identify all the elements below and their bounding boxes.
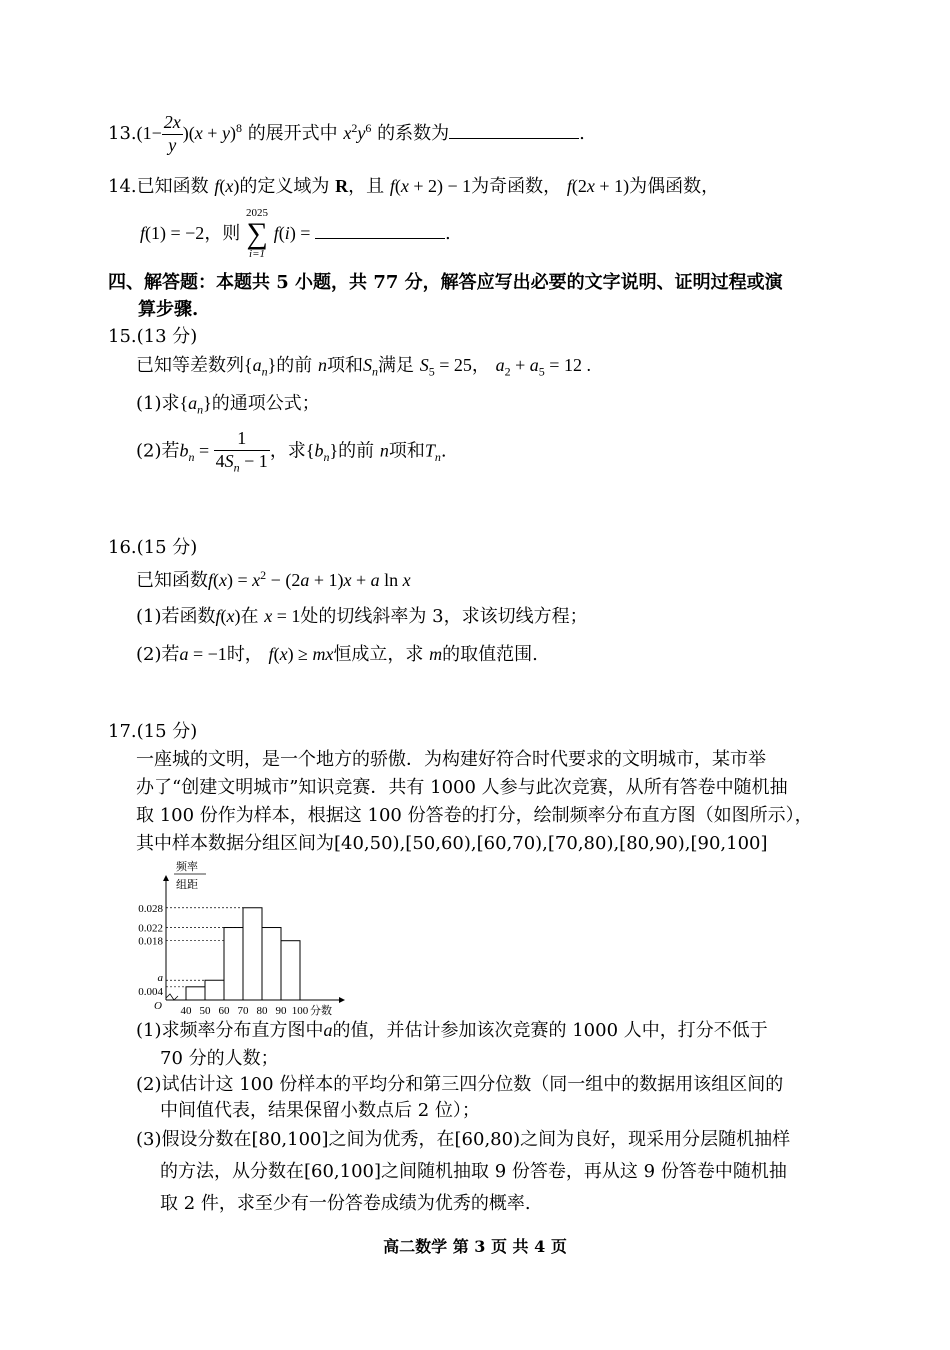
q17-part-1: (1)求频率分布直方图中a的值，并估计参加该次竞赛的 1000 人中，打分不低于	[136, 1020, 768, 1041]
y-tick-label: a	[157, 972, 163, 985]
x-tick-label: 60	[218, 1005, 230, 1017]
q17-part-3: (3)假设分数在[80,100]之间为优秀，在[60,80)之间为良好，现采用分层随机抽样	[136, 1129, 791, 1150]
q17-part-2: (2)试估计这 100 份样本的平均分和第三四分位数（同一组中的数据用该组区间的	[136, 1074, 784, 1095]
x-tick-label: 50	[199, 1005, 211, 1017]
histogram-bar	[281, 941, 300, 1000]
q17-part-3-cont-2: 取 2 件，求至少有一份答卷成绩为优秀的概率.	[160, 1193, 531, 1214]
histogram-bar	[243, 908, 262, 1000]
y-tick-label: 0.018	[138, 935, 163, 948]
q16-part-1: (1)若函数f(x)在 x = 1处的切线斜率为 3，求该切线方程；	[136, 606, 588, 627]
x-axis-label: 分数	[310, 1004, 332, 1017]
q13-answer-blank[interactable]	[449, 124, 579, 139]
q13-fraction: $\frac{2x}{y}$	[163, 112, 181, 155]
section-4-heading: 四、解答题：本题共 5 小题，共 77 分，解答应写出必要的文字说明、证明过程或演	[108, 272, 783, 293]
summation-symbol: 2025 ∑ i=1	[246, 207, 269, 260]
y-axis-label-bottom: 组距	[176, 878, 198, 891]
q15-part-1: (1)求$\{a_n\}$的通项公式；	[136, 393, 320, 417]
q17-text-line-3: 取 100 份作为样本，根据这 100 份答卷的打分，绘制频率分布直方图（如图所示），	[136, 805, 813, 826]
x-tick-label: 80	[256, 1005, 268, 1017]
q17-text-line-2: 办了“创建文明城市”知识竞赛．共有 1000 人参与此次竞赛，从所有答卷中随机抽	[136, 777, 788, 798]
q17-part-2-cont: 中间值代表，结果保留小数点后 2 位）；	[160, 1100, 480, 1121]
q17-part-1-cont: 70 分的人数；	[160, 1048, 279, 1069]
q15-header: 15.(13 分)	[108, 326, 198, 347]
q13-number: 13.	[108, 123, 137, 145]
q17-text-line-4: 其中样本数据分组区间为[40,50),[50,60),[60,70),[70,80),[80,90),[90,100]	[136, 833, 768, 854]
q16-header: 16.(15 分)	[108, 537, 198, 558]
histogram-bar	[224, 928, 243, 1000]
x-tick-label: 100	[291, 1005, 309, 1017]
histogram-bar	[205, 980, 224, 1000]
x-tick-label: 40	[180, 1005, 192, 1017]
q17-text-line-1: 一座城的文明，是一个地方的骄傲．为构建好符合时代要求的文明城市，某市举	[136, 749, 766, 770]
origin-label: O	[154, 1000, 162, 1012]
histogram-bar	[262, 928, 281, 1000]
q17-header: 17.(15 分)	[108, 721, 198, 742]
y-axis-label-top: 频率	[176, 860, 198, 873]
histogram-bar	[186, 987, 205, 1000]
y-tick-label: 0.004	[138, 985, 163, 998]
question-14-line-2: f(1) = −2，则 2025 ∑ i=1 f(i) = .	[140, 207, 451, 260]
page-footer: 高二数学 第 3 页 共 4 页	[383, 1237, 567, 1256]
x-tick-label: 70	[237, 1005, 249, 1017]
q14-answer-blank[interactable]	[315, 224, 445, 239]
section-4-heading-cont: 算步骤.	[138, 299, 199, 320]
axis-break-mark	[166, 994, 178, 1000]
q15-fraction: $\frac{1}{4S_n - 1}$	[215, 428, 268, 475]
q15-part-2: (2)若$b_n$ = $\frac{1}{4S_n - 1}$ ，求$\{b_n\}$的前 n项和$T_n$.	[136, 428, 447, 475]
q15-stem: 已知等差数列$\{a_n\}$的前 n项和$S_n$满足 $S_5 = 25$， $a_2 + a_5 = 12$ .	[136, 355, 591, 379]
question-13: 13.(1− $\frac{2x}{y}$ )$(x + y)^8$ 的展开式中 $x^2y^6$ 的系数为 .	[108, 112, 585, 155]
question-14-line-1: 14.已知函数 f(x)的定义域为 R，且 f(x + 2) − 1为奇函数， f(2x + 1)为偶函数，	[108, 176, 720, 197]
y-tick-label: 0.028	[138, 902, 163, 915]
q17-part-3-cont: 的方法，从分数在[60,100]之间随机抽取 9 份答卷，再从这 9 份答卷中随机抽	[160, 1161, 787, 1182]
x-tick-label: 90	[275, 1005, 287, 1017]
frequency-histogram	[128, 858, 358, 1018]
y-tick-label: 0.022	[138, 922, 163, 935]
q16-part-2: (2)若a = −1时， f(x) ≥ mx恒成立，求 m的取值范围.	[136, 644, 538, 665]
q16-stem: 已知函数$f(x) = x^2 - (2a + 1)x + a$ ln x	[136, 568, 411, 591]
